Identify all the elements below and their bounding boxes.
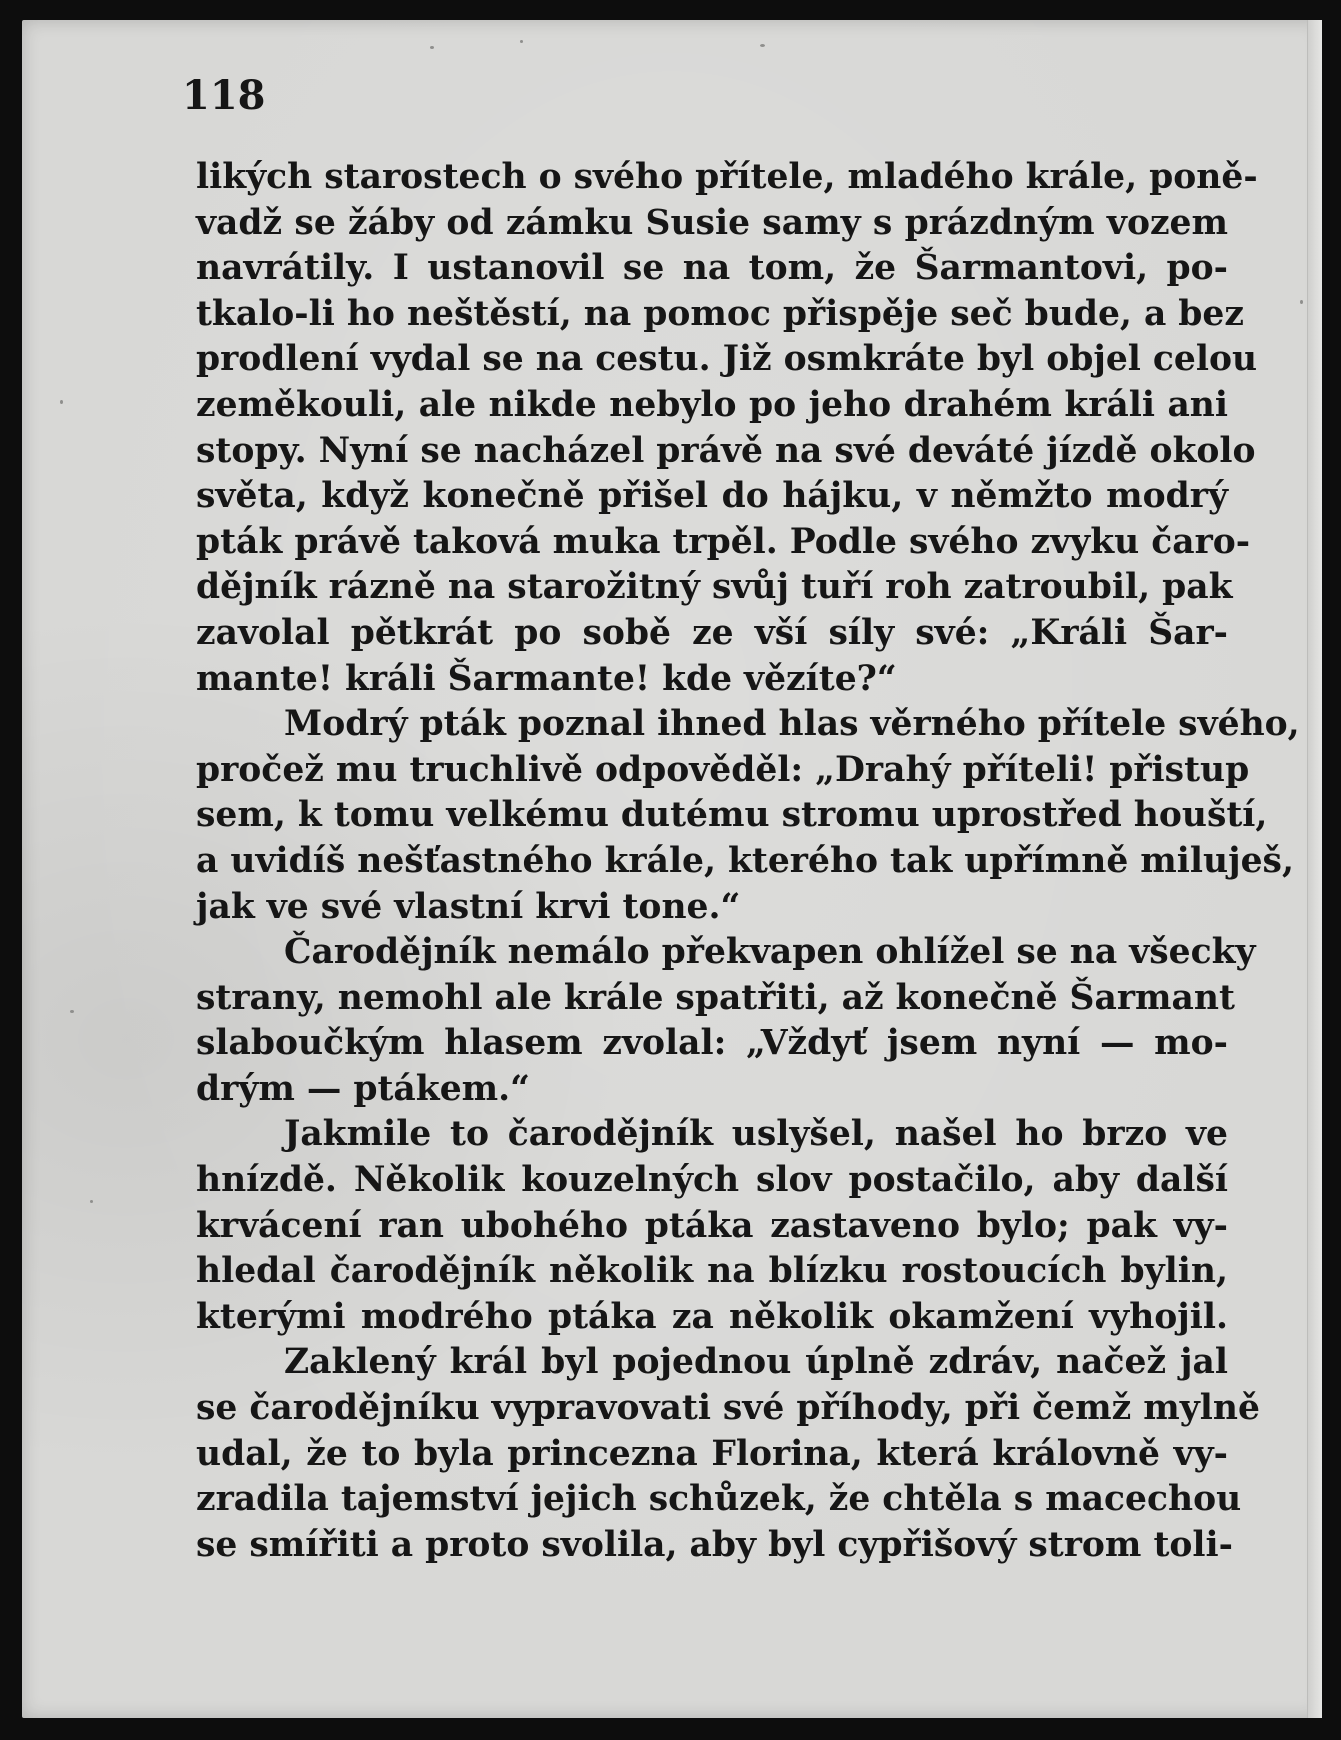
text-line: Modrý pták poznal ihned hlas věrného přítele svého, xyxy=(284,704,1300,745)
scan-speck xyxy=(70,1010,74,1013)
text-line: dějník rázně na starožitný svůj tuří roh zatroubil, pak xyxy=(196,567,1233,608)
text-line: kterými modrého ptáka za několik okamžení vyhojil. xyxy=(196,1296,1228,1337)
text-line: Čarodějník nemálo překvapen ohlížel se na všecky xyxy=(284,932,1256,973)
text-line: Zaklený král byl pojednou úplně zdráv, načež jal xyxy=(284,1342,1228,1383)
page-number: 118 xyxy=(182,72,266,119)
text-line: strany, nemohl ale krále spatřiti, až konečně Šarmant xyxy=(196,977,1235,1018)
text-line: vadž se žáby od zámku Susie samy s prázdným vozem xyxy=(196,202,1228,243)
text-line: krvácení ran ubohého ptáka zastaveno bylo; pak vy- xyxy=(196,1205,1228,1246)
scan-speck xyxy=(1300,300,1303,304)
scan-speck xyxy=(520,40,523,43)
text-line: Jakmile to čarodějník uslyšel, našel ho brzo ve xyxy=(284,1114,1228,1155)
scan-speck xyxy=(60,400,63,404)
text-line: udal, že to byla princezna Florina, která královně vy- xyxy=(196,1433,1228,1474)
text-line: pročež mu truchlivě odpověděl: „Drahý příteli! přistup xyxy=(196,749,1250,790)
text-line: mante! králi Šarmante! kde vězíte?“ xyxy=(196,658,897,699)
body-text xyxy=(196,155,1300,1568)
text-line: likých starostech o svého přítele, mladého krále, poně- xyxy=(196,157,1258,197)
text-line: tkalo-li ho neštěstí, na pomoc přispěje seč bude, a bez xyxy=(196,293,1244,334)
text-line: hnízdě. Několik kouzelných slov postačilo, aby další xyxy=(196,1160,1228,1201)
text-line: zavolal pětkrát po sobě ze vší síly své: „Králi Šar- xyxy=(196,612,1228,653)
text-line: se smířiti a proto svolila, aby byl cypřišový strom toli- xyxy=(196,1524,1233,1565)
text-line: pták právě taková muka trpěl. Podle svého zvyku čaro- xyxy=(196,521,1251,562)
scan-speck xyxy=(90,1200,93,1203)
text-line: slaboučkým hlasem zvolal: „Vždyť jsem nyní — mo- xyxy=(196,1023,1228,1064)
text-line: hledal čarodějník několik na blízku rostoucích bylin, xyxy=(196,1251,1228,1292)
text-line: prodlení vydal se na cestu. Již osmkráte byl objel celou xyxy=(196,339,1258,380)
text-line: a uvidíš nešťastného krále, kterého tak upřímně miluješ, xyxy=(196,840,1294,881)
scan-speck xyxy=(430,46,434,49)
text-line: stopy. Nyní se nacházel právě na své deváté jízdě okolo xyxy=(196,430,1256,471)
scan-speck xyxy=(760,44,765,47)
text-line: drým — ptákem.“ xyxy=(196,1068,530,1109)
text-line: se čarodějníku vypravovati své příhody, při čemž mylně xyxy=(196,1388,1260,1429)
text-line: zeměkouli, ale nikde nebylo po jeho drahém králi ani xyxy=(196,384,1228,425)
text-line: navrátily. I ustanovil se na tom, že Šarmantovi, po- xyxy=(196,248,1228,289)
text-line: zradila tajemství jejich schůzek, že chtěla s macechou xyxy=(196,1479,1242,1520)
page-edge xyxy=(1307,20,1322,1718)
text-line: sem, k tomu velkému dutému stromu uprostřed houští, xyxy=(196,795,1268,836)
text-line: jak ve své vlastní krvi tone.“ xyxy=(196,886,741,927)
text-line: světa, když konečně přišel do hájku, v němžto modrý xyxy=(196,476,1228,517)
